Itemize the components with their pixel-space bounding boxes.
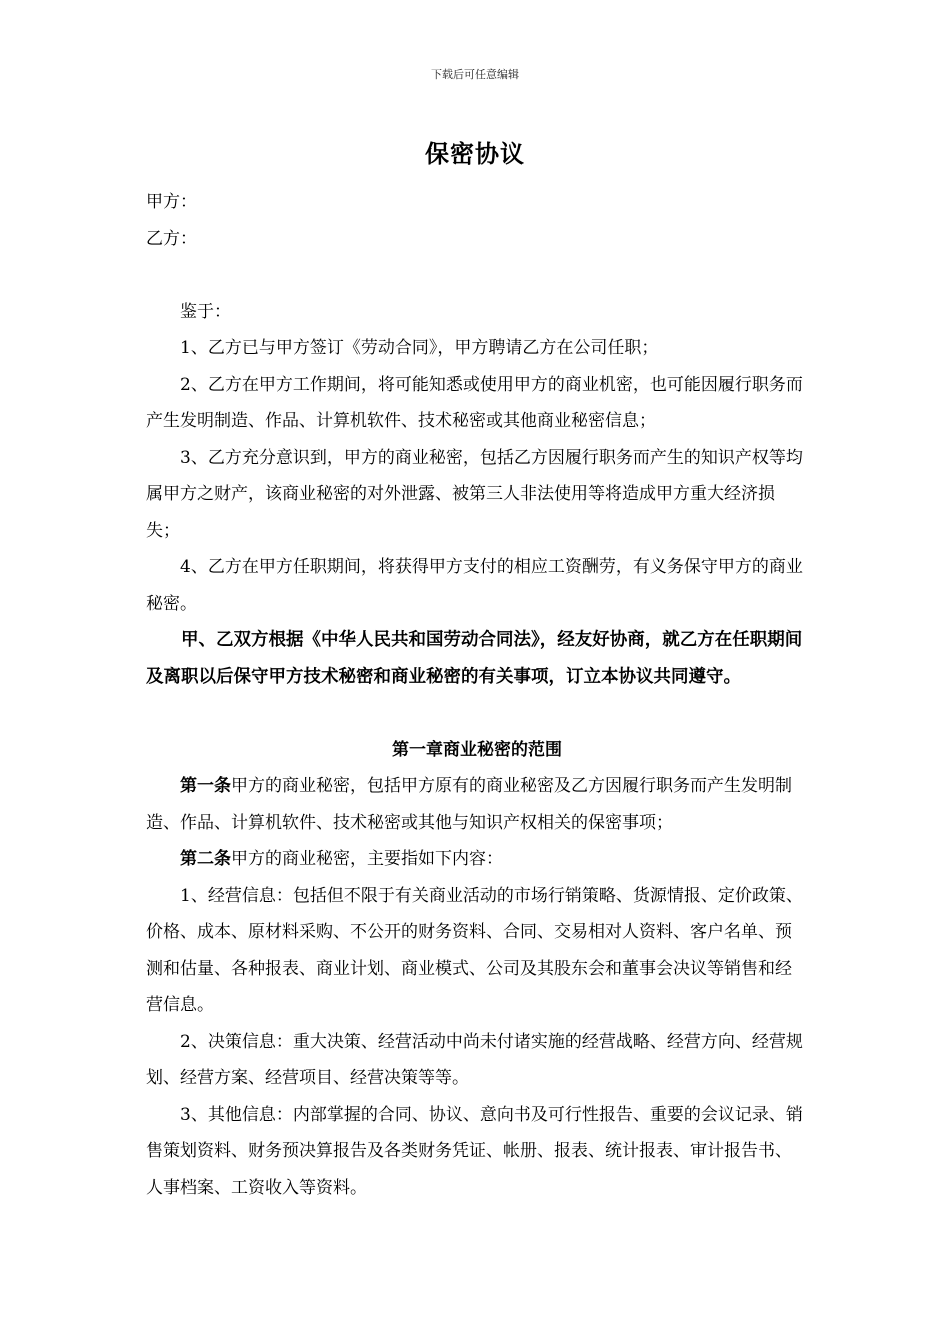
whereas-item: 4、乙方在甲方任职期间，将获得甲方支付的相应工资酬劳，有义务保守甲方的商业秘密。: [146, 557, 803, 614]
article-text: 甲方的商业秘密，主要指如下内容：: [231, 849, 503, 869]
spacer: [146, 257, 808, 294]
secret-item: 1、经营信息：包括但不限于有关商业活动的市场行销策略、货源情报、定价政策、价格、成本、原材料采购、不公开的财务资料、合同、交易相对人资料、客户名单、预测和估量、各种报表、商业计划、商业模式、公司及其股东会和董事会决议等销售和经营信息。: [146, 885, 803, 1015]
agreement-statement: 甲、乙双方根据《中华人民共和国劳动合同法》，经友好协商，就乙方在任职期间及离职以后保守甲方技术秘密和商业秘密的有关事项，订立本协议共同遵守。: [146, 630, 803, 687]
chapter-heading: 第一章商业秘密的范围: [392, 739, 562, 760]
spacer: [146, 695, 808, 732]
document-title: 保密协议: [425, 140, 525, 168]
article-2: [146, 841, 808, 878]
article-label: 第一条: [180, 776, 231, 796]
party-b-label: 乙方：: [146, 228, 197, 249]
document-body: [146, 184, 808, 1206]
secret-item: 2、决策信息：重大决策、经营活动中尚未付诸实施的经营战略、经营方向、经营规划、经营方案、经营项目、经营决策等等。: [146, 1031, 803, 1088]
article-1: [146, 768, 808, 841]
whereas-item: 1、乙方已与甲方签订《劳动合同》，甲方聘请乙方在公司任职；: [180, 338, 659, 358]
secret-item: 3、其他信息：内部掌握的合同、协议、意向书及可行性报告、重要的会议记录、销售策划资料、财务预决算报告及各类财务凭证、帐册、报表、统计报表、审计报告书、人事档案、工资收入等资料。: [146, 1104, 803, 1198]
header-note: 下载后可任意编辑: [431, 68, 519, 81]
party-a-label: 甲方：: [146, 192, 197, 212]
article-label: 第二条: [180, 849, 231, 869]
whereas-item: 3、乙方充分意识到，甲方的商业秘密，包括乙方因履行职务而产生的知识产权等均属甲方之财产，该商业秘密的对外泄露、被第三人非法使用等将造成甲方重大经济损失；: [146, 447, 803, 541]
article-text: 甲方的商业秘密，包括甲方原有的商业秘密及乙方因履行职务而产生发明制造、作品、计算机软件、技术秘密或其他与知识产权相关的保密事项；: [146, 776, 792, 833]
whereas-item: 2、乙方在甲方工作期间，将可能知悉或使用甲方的商业机密，也可能因履行职务而产生发明制造、作品、计算机软件、技术秘密或其他商业秘密信息；: [146, 374, 803, 431]
whereas-heading: 鉴于：: [180, 301, 231, 322]
